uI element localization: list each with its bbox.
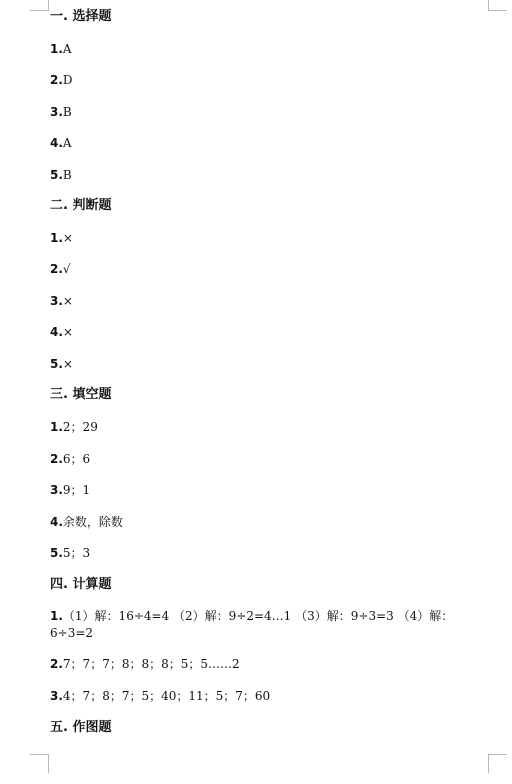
section-heading-choice: 一. 选择题 (50, 9, 112, 24)
item-number: 5. (50, 357, 63, 371)
item-answer: D (62, 73, 73, 87)
item-number: 2. (50, 657, 63, 671)
item-answer: B (62, 168, 72, 182)
item-answer: 2；29 (62, 420, 98, 434)
answer-item (50, 167, 72, 183)
answer-item (50, 451, 90, 467)
item-answer: × (62, 294, 73, 308)
item-answer: 7；7；7；8；8；8；5；5……2 (62, 657, 240, 671)
item-number: 4. (50, 136, 63, 150)
item-answer: （1）解：16÷4=4 （2）解：9÷2=4…1 （3）解：9÷3=3 （4）解： (62, 609, 454, 623)
answer-item (50, 41, 72, 57)
item-answer: × (62, 325, 73, 339)
item-number: 5. (50, 546, 63, 560)
item-answer: A (62, 42, 72, 56)
item-answer: B (62, 105, 72, 119)
section-heading-calculation: 四. 计算题 (50, 577, 112, 592)
item-number: 3. (50, 105, 63, 119)
section-heading-true-false: 二. 判断题 (50, 198, 112, 213)
crop-mark-bottom-right (488, 754, 507, 773)
item-answer: × (62, 231, 73, 245)
item-answer: 6；6 (62, 452, 91, 466)
item-number: 3. (50, 294, 63, 308)
answer-item (50, 608, 453, 624)
crop-mark-top-left (30, 0, 49, 11)
item-answer: A (62, 136, 72, 150)
item-number: 3. (50, 483, 63, 497)
item-number: 2. (50, 452, 63, 466)
item-number: 1. (50, 42, 63, 56)
item-number: 2. (50, 262, 63, 276)
item-answer: × (62, 357, 73, 371)
item-answer: √ (62, 262, 71, 276)
answer-item-continuation (50, 625, 93, 641)
item-answer: 余数，除数 (62, 515, 123, 529)
crop-mark-bottom-left (30, 754, 49, 773)
item-number: 3. (50, 689, 63, 703)
answer-item (50, 324, 73, 340)
item-number: 2. (50, 73, 63, 87)
answer-item (50, 419, 98, 435)
answer-item (50, 514, 123, 530)
item-number: 5. (50, 168, 63, 182)
answer-item (50, 72, 73, 88)
item-answer: 4；7；8；7；5；40；11；5；7；60 (62, 689, 271, 703)
item-number: 1. (50, 420, 63, 434)
section-heading-fill-blank: 三. 填空题 (50, 387, 112, 402)
item-answer: 9；1 (62, 483, 91, 497)
crop-mark-top-right (488, 0, 507, 11)
answer-item (50, 356, 73, 372)
answer-item (50, 135, 72, 151)
answer-item (50, 656, 240, 672)
item-number: 1. (50, 231, 63, 245)
answer-item (50, 230, 73, 246)
item-number: 4. (50, 325, 63, 339)
answer-item (50, 482, 90, 498)
answer-item (50, 545, 90, 561)
answer-item (50, 261, 71, 277)
item-number: 1. (50, 609, 63, 623)
item-answer-line2: 6÷3=2 (50, 626, 94, 640)
answer-item (50, 104, 72, 120)
item-answer: 5；3 (62, 546, 91, 560)
answer-item (50, 293, 73, 309)
answer-item (50, 688, 270, 704)
item-number: 4. (50, 515, 63, 529)
section-heading-drawing: 五. 作图题 (50, 720, 112, 735)
